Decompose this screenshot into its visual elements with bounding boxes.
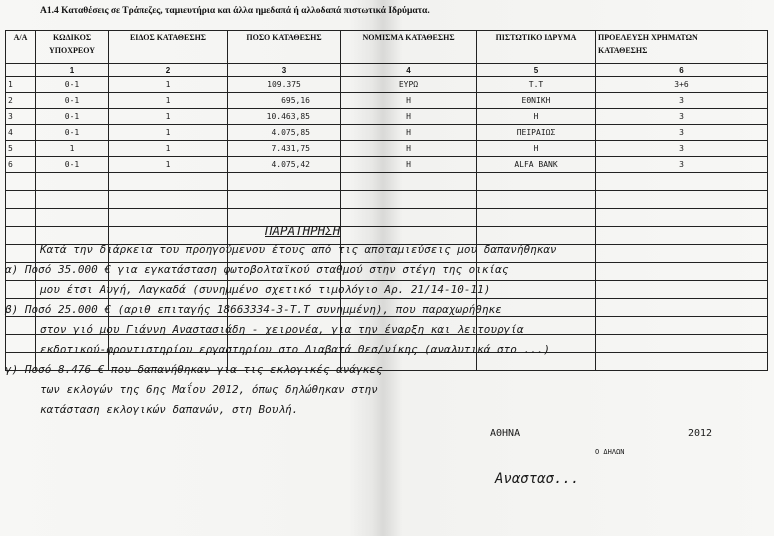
notes-line: β) Ποσό 25.000 € (αριθ επιταγής 18663334-3-Τ.Τ συνημμένη), που παραχωρήθηκε bbox=[5, 303, 502, 316]
notes-heading: ΠΑΡΑΤΗΡΗΣΗ bbox=[265, 223, 341, 238]
notes-line: εκδοτικού-φροντιστηρίου εργαστηρίου στο Διαβατά Θεσ/νίκης (αναλυτικά στο ...) bbox=[40, 343, 550, 356]
table-row bbox=[6, 227, 768, 245]
header-type: ΕΙΔΟΣ ΚΑΤΑΘΕΣΗΣ bbox=[109, 31, 228, 64]
table-header-row bbox=[6, 31, 768, 64]
table-row bbox=[6, 173, 768, 191]
table-row: 6 0-1 1 4.075,42 Η ALFA BANK 3 bbox=[6, 157, 768, 173]
deposits-table bbox=[5, 30, 768, 371]
section-title: Α1.4 Καταθέσεις σε Τράπεζες, ταμιευτήρια και άλλα ημεδαπά ή αλλοδαπά πιστωτικά Ιδρύματα. bbox=[40, 6, 430, 16]
column-number-row: 1 2 3 4 5 6 bbox=[6, 64, 768, 77]
header-currency: ΝΟΜΙΣΜΑ ΚΑΤΑΘΕΣΗΣ bbox=[341, 31, 477, 64]
notes-line: κατάσταση εκλογικών δαπανών, στη Βουλή. bbox=[40, 403, 299, 416]
notes-line: γ) Ποσό 8.476 € που δαπανήθηκαν για τις εκλογικές ανάγκες bbox=[5, 363, 383, 376]
table-row bbox=[6, 191, 768, 209]
year: 2012 bbox=[688, 428, 713, 439]
header-amount: ΠΟΣΟ ΚΑΤΑΘΕΣΗΣ bbox=[228, 31, 341, 64]
table-row: 5 1 1 7.431,75 Η Η 3 bbox=[6, 141, 768, 157]
notes-line: α) Ποσό 35.000 € για εγκατάσταση φωτοβολταϊκού σταθμού στην στέγη της οικίας bbox=[5, 263, 509, 276]
table-row bbox=[6, 209, 768, 227]
notes-line: των εκλογών της 6ης Μαΐου 2012, όπως δηλώθηκαν στην bbox=[40, 383, 378, 396]
place: ΑΘΗΝΑ bbox=[490, 428, 521, 439]
table-row: 1 0-1 1 109.375 ΕΥΡΩ Τ.Τ 3+6 bbox=[6, 77, 768, 93]
header-aa: Α/Α bbox=[6, 31, 36, 64]
header-institution: ΠΙΣΤΩΤΙΚΟ ΙΔΡΥΜΑ bbox=[477, 31, 596, 64]
signature: Αναστασ... bbox=[495, 471, 580, 487]
table-row: 4 0-1 1 4.075,85 Η ΠΕΙΡΑΙΩΣ 3 bbox=[6, 125, 768, 141]
header-code: ΚΩΔΙΚΟΣ ΥΠΟΧΡΕΟΥ bbox=[36, 31, 109, 64]
header-origin: ΠΡΟΕΛΕΥΣΗ ΧΡΗΜΑΤΩΝ ΚΑΤΑΘΕΣΗΣ bbox=[596, 31, 768, 64]
notes-line: Κατά την διάρκεια του προηγούμενου έτους από τις αποταμιεύσεις μου δαπανήθηκαν bbox=[40, 243, 557, 256]
table-row: 3 0-1 1 10.463,85 Η Η 3 bbox=[6, 109, 768, 125]
table-row: 2 0-1 1 695,16 Η ΕΘΝΙΚΗ 3 bbox=[6, 93, 768, 109]
notes-line: στον γιό μου Γιάννη Αναστασιάδη - χειρονέα, για την έναρξη και λειτουργία bbox=[40, 323, 524, 336]
notes-line: μου έτσι Αυγή, Λαγκαδά (συνημμένο σχετικό τιμολόγιο Αρ. 21/14-10-11) bbox=[40, 283, 491, 296]
declarant-label: Ο ΔΗΛΩΝ bbox=[595, 448, 625, 456]
